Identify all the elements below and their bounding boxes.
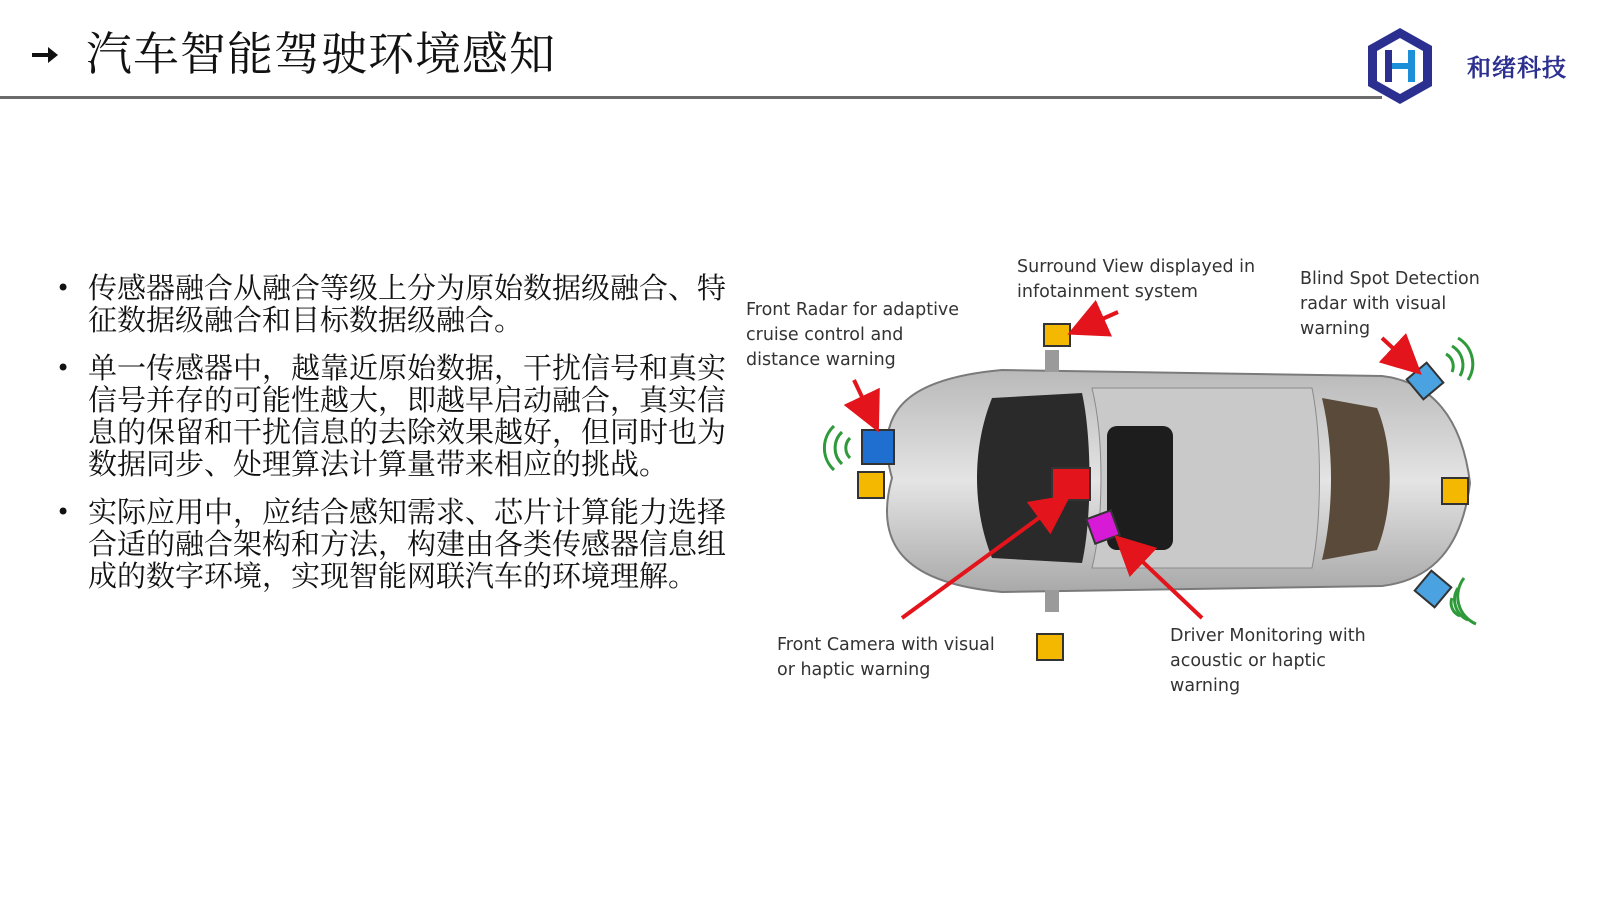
slide-header: [0, 0, 1600, 100]
sensor-surround-view-front: [1044, 324, 1070, 346]
bullet-text: 单一传感器中，越靠近原始数据，干扰信号和真实信号并存的可能性越大，即越早启动融合，真实信息的保留和干扰信息的去除效果越好，但同时也为数据同步、处理算法计算量带来相应的挑战。: [88, 351, 727, 481]
sensor-blind-spot-bottom: [1415, 571, 1452, 608]
logo-text: 和绪科技: [1467, 54, 1567, 82]
label-front-radar: Front Radar for adaptive cruise control and distance warning: [746, 300, 960, 370]
label-driver-monitoring: Driver Monitoring with acoustic or haptic warning: [1170, 626, 1366, 696]
car-body: [887, 350, 1470, 612]
logo-hexagon-icon: [1365, 26, 1435, 106]
company-logo: [1395, 26, 1585, 106]
sensor-rear-yellow: [1442, 478, 1468, 504]
bullet-text: 传感器融合从融合等级上分为原始数据级融合、特征数据级融合和目标数据级融合。: [88, 271, 727, 337]
bullet-item: [56, 496, 732, 592]
bullet-marker: •: [56, 354, 71, 382]
title-divider: [0, 96, 1382, 99]
label-blind-spot: Blind Spot Detection radar with visual warning: [1300, 269, 1480, 339]
label-surround-view: Surround View displayed in infotainment system: [1017, 257, 1256, 302]
bullet-marker: •: [56, 274, 71, 302]
page-title: 汽车智能驾驶环境感知: [86, 27, 556, 81]
right-arrow-icon: [30, 40, 60, 70]
bullet-marker: •: [56, 498, 71, 526]
sensor-front-radar: [862, 430, 894, 464]
car-sensor-diagram: [746, 257, 1522, 718]
sensor-front-camera: [1052, 468, 1090, 500]
bullet-text: 实际应用中，应结合感知需求、芯片计算能力选择合适的融合架构和方法，构建由各类传感器信息组成的数字环境，实现智能网联汽车的环境理解。: [88, 495, 727, 593]
sensor-bottom-yellow: [1037, 634, 1063, 660]
bullet-item: [56, 352, 732, 480]
label-front-camera: Front Camera with visual or haptic warning: [777, 635, 995, 680]
bullet-list: [56, 272, 732, 608]
bullet-item: [56, 272, 732, 336]
sensor-front-yellow: [858, 472, 884, 498]
